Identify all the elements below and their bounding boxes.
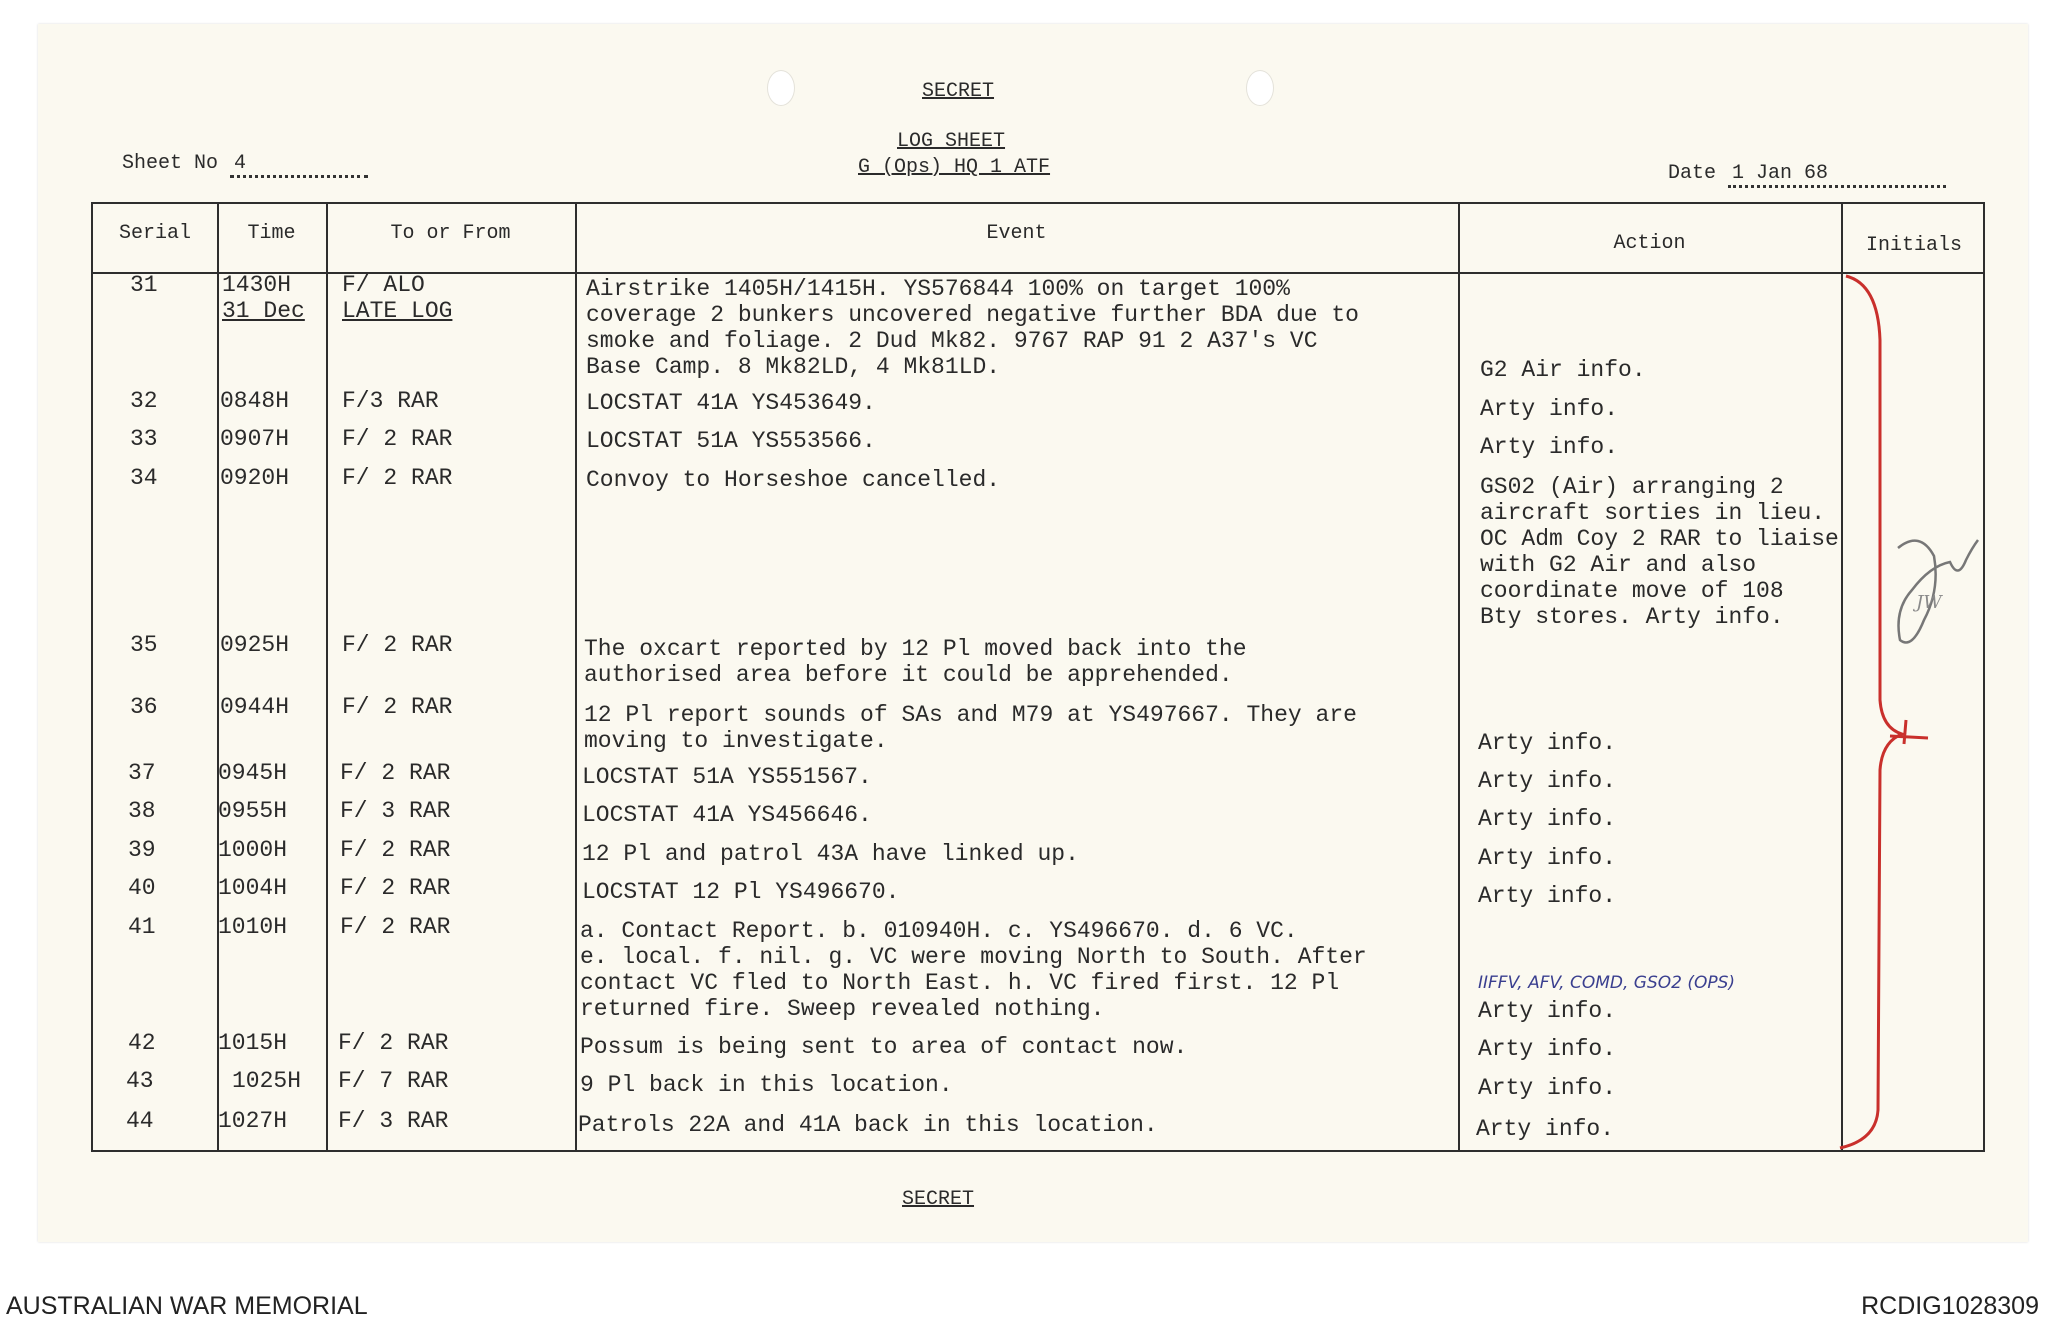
time-cell: 1015H: [218, 1030, 288, 1056]
from-cell: F/ 3 RAR: [340, 798, 451, 824]
event-cell: Convoy to Horseshoe cancelled.: [586, 467, 1001, 493]
time-cell: 0945H: [218, 760, 288, 786]
time-cell: 1430H: [222, 272, 292, 298]
log-sheet-title: LOG SHEET: [897, 130, 1006, 153]
col-header-serial: Serial: [118, 222, 191, 245]
from-cell: F/ 2 RAR: [338, 1030, 449, 1056]
archive-credit: AUSTRALIAN WAR MEMORIAL: [6, 1292, 368, 1320]
punch-hole-left: [767, 70, 795, 106]
log-sheet-unit: G (Ops) HQ 1 ATF: [858, 156, 1051, 179]
time-cell: 1025H: [232, 1068, 302, 1094]
from-cell: F/ 2 RAR: [340, 760, 451, 786]
event-cell: 12 Pl and patrol 43A have linked up.: [582, 841, 1079, 867]
time-cell-secondary: 31 Dec: [222, 298, 305, 324]
time-cell: 0944H: [220, 694, 290, 720]
action-cell: Arty info.: [1478, 1036, 1617, 1062]
sheet-no-value: 4: [234, 152, 247, 175]
time-cell: 0925H: [220, 632, 290, 658]
date-value: 1 Jan 68: [1732, 162, 1829, 185]
action-cell: Arty info.: [1478, 1075, 1617, 1101]
serial-cell: 38: [128, 798, 156, 824]
serial-cell: 39: [128, 837, 156, 863]
serial-cell: 31: [130, 272, 158, 298]
serial-cell: 37: [128, 760, 156, 786]
from-cell-secondary: LATE LOG: [342, 298, 453, 324]
col-header-initials: Initials: [1865, 234, 1962, 257]
from-cell: F/ 2 RAR: [340, 914, 451, 940]
event-cell: 12 Pl report sounds of SAs and M79 at YS497667. They are moving to investigate.: [584, 702, 1357, 754]
action-cell: Arty info.: [1476, 1116, 1615, 1142]
sheet-number: [122, 152, 368, 178]
event-cell: Airstrike 1405H/1415H. YS576844 100% on target 100% coverage 2 bunkers uncovered negative further BDA due to smoke and foliage. 2 Dud Mk82. 9767 RAP 91 2 A37's VC Base Camp. 8 Mk82LD, 4 Mk81LD.: [586, 276, 1359, 380]
time-cell: 1010H: [218, 914, 288, 940]
serial-cell: 32: [130, 388, 158, 414]
from-cell: F/ 2 RAR: [340, 837, 451, 863]
event-cell: LOCSTAT 41A YS456646.: [582, 802, 872, 828]
classification-top: SECRET: [922, 80, 995, 103]
from-cell: F/ 2 RAR: [340, 875, 451, 901]
event-cell: LOCSTAT 41A YS453649.: [586, 390, 876, 416]
serial-cell: 42: [128, 1030, 156, 1056]
from-cell: F/ 2 RAR: [342, 426, 453, 452]
time-cell: 1004H: [218, 875, 288, 901]
from-cell: F/ 2 RAR: [342, 632, 453, 658]
action-cell: Arty info.: [1480, 396, 1619, 422]
event-cell: Possum is being sent to area of contact now.: [580, 1034, 1188, 1060]
event-cell: a. Contact Report. b. 010940H. c. YS496670. d. 6 VC. e. local. f. nil. g. VC were moving North to South. After contact VC fled to North East. h. VC fired first. 12 Pl returned fire. Sweep revealed nothing.: [580, 918, 1367, 1022]
serial-cell: 41: [128, 914, 156, 940]
col-header-action: Action: [1613, 232, 1686, 255]
col-header-to-from: To or From: [390, 222, 511, 245]
action-cell: Arty info.: [1478, 998, 1617, 1024]
serial-cell: 44: [126, 1108, 154, 1134]
time-cell: 1000H: [218, 837, 288, 863]
action-cell: Arty info.: [1478, 883, 1617, 909]
from-cell: F/ 2 RAR: [342, 694, 453, 720]
action-handwritten-distribution: IIFFV, AFV, COMD, GSO2 (OPS): [1478, 973, 1736, 993]
from-cell: F/ 2 RAR: [342, 465, 453, 491]
punch-hole-right: [1246, 70, 1274, 106]
action-cell: Arty info.: [1478, 730, 1617, 756]
from-cell: F/ 3 RAR: [338, 1108, 449, 1134]
serial-cell: 34: [130, 465, 158, 491]
col-header-event: Event: [986, 222, 1047, 245]
serial-cell: 36: [130, 694, 158, 720]
time-cell: 0848H: [220, 388, 290, 414]
action-cell: Arty info.: [1478, 768, 1617, 794]
from-cell: F/ ALO: [342, 272, 425, 298]
action-cell: GS02 (Air) arranging 2 aircraft sorties in lieu. OC Adm Coy 2 RAR to liaise with G2 Air and also coordinate move of 108 Bty stores. Arty info.: [1480, 474, 1839, 630]
classification-bottom: SECRET: [902, 1188, 975, 1211]
log-date: [1668, 162, 1946, 188]
archive-id: RCDIG1028309: [1861, 1292, 2039, 1320]
event-cell: 9 Pl back in this location.: [580, 1072, 953, 1098]
from-cell: F/ 7 RAR: [338, 1068, 449, 1094]
time-cell: 0907H: [220, 426, 290, 452]
time-cell: 0920H: [220, 465, 290, 491]
serial-cell: 35: [130, 632, 158, 658]
time-cell: 1027H: [218, 1108, 288, 1134]
event-cell: LOCSTAT 51A YS553566.: [586, 428, 876, 454]
action-cell: Arty info.: [1480, 434, 1619, 460]
event-cell: LOCSTAT 51A YS551567.: [582, 764, 872, 790]
date-label: Date: [1668, 162, 1717, 185]
serial-cell: 33: [130, 426, 158, 452]
from-cell: F/3 RAR: [342, 388, 439, 414]
event-cell: The oxcart reported by 12 Pl moved back into the authorised area before it could be apprehended.: [584, 636, 1247, 688]
serial-cell: 43: [126, 1068, 154, 1094]
serial-cell: 40: [128, 875, 156, 901]
event-cell: Patrols 22A and 41A back in this location.: [578, 1112, 1158, 1138]
action-cell: G2 Air info.: [1480, 357, 1646, 383]
time-cell: 0955H: [218, 798, 288, 824]
sheet-label: Sheet No: [122, 152, 219, 175]
event-cell: LOCSTAT 12 Pl YS496670.: [582, 879, 900, 905]
action-cell: Arty info.: [1478, 845, 1617, 871]
action-cell: Arty info.: [1478, 806, 1617, 832]
col-header-time: Time: [247, 222, 296, 245]
initials-mark: JW: [1916, 592, 1942, 613]
